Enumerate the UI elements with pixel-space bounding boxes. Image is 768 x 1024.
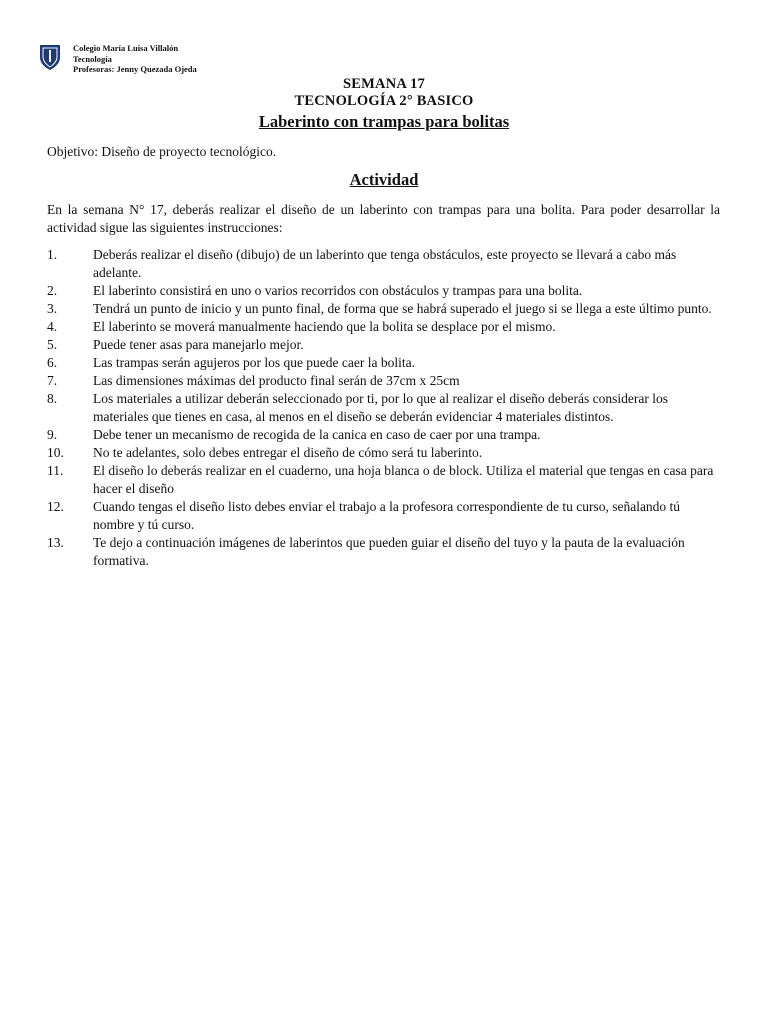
list-item-text: Las trampas serán agujeros por los que puede caer la bolita. (93, 355, 416, 370)
list-item (47, 336, 720, 354)
activity-intro: En la semana N° 17, deberás realizar el diseño de un laberinto con trampas para una bolita. Para poder desarrollar la actividad sigue las siguientes instrucciones: (47, 202, 720, 235)
list-item-text: Deberás realizar el diseño (dibujo) de un laberinto que tenga obstáculos, este proyecto se llevará a cabo más adelante. (93, 247, 677, 280)
subject-title: TECNOLOGÍA 2° BASICO (294, 93, 474, 109)
list-item (47, 534, 720, 570)
list-item-text: El laberinto consistirá en uno o varios recorridos con obstáculos y trampas para una bolita. (93, 283, 583, 298)
school-crest-icon (38, 43, 62, 71)
list-item-number: 4. (47, 319, 58, 334)
list-item-text: Tendrá un punto de inicio y un punto final, de forma que se habrá superado el juego si se llega a este último punto. (93, 301, 712, 316)
list-item-text: Cuando tengas el diseño listo debes enviar el trabajo a la profesora correspondiente de tu curso, señalando tú nombre y tú curso. (93, 499, 681, 532)
activity-heading: Actividad (349, 170, 419, 189)
objective-text: Objetivo: Diseño de proyecto tecnológico. (47, 144, 277, 159)
list-item (47, 354, 720, 372)
instruction-list (47, 246, 720, 570)
list-item-number: 7. (47, 373, 58, 388)
list-item (47, 390, 720, 426)
list-item (47, 246, 720, 282)
list-item-text: Puede tener asas para manejarlo mejor. (93, 337, 304, 352)
list-item (47, 462, 720, 498)
list-item-text: Los materiales a utilizar deberán seleccionado por ti, por lo que al realizar el diseño deberás considerar los materiales que tienes en casa, al menos en el diseño se deberán evidenciar 4 materiales distintos. (93, 391, 669, 424)
list-item-number: 6. (47, 355, 58, 370)
week-title: SEMANA 17 (343, 76, 425, 92)
list-item (47, 282, 720, 300)
list-item-number: 12. (47, 499, 64, 514)
list-item (47, 372, 720, 390)
list-item-text: Las dimensiones máximas del producto final serán de 37cm x 25cm (93, 373, 460, 388)
school-name: Colegio María Luisa Villalón (73, 43, 179, 53)
list-item-number: 8. (47, 391, 58, 406)
list-item-number: 5. (47, 337, 58, 352)
school-header (73, 43, 197, 75)
list-item-text: Debe tener un mecanismo de recogida de la canica en caso de caer por una trampa. (93, 427, 541, 442)
list-item-number: 9. (47, 427, 58, 442)
list-item (47, 498, 720, 534)
project-title: Laberinto con trampas para bolitas (258, 112, 510, 131)
list-item-text: El diseño lo deberás realizar en el cuaderno, una hoja blanca o de block. Utiliza el material que tengas en casa para hacer el diseño (93, 463, 714, 496)
list-item (47, 444, 720, 462)
list-item-text: El laberinto se moverá manualmente haciendo que la bolita se desplace por el mismo. (93, 319, 556, 334)
title-block (0, 76, 768, 133)
list-item-number: 13. (47, 535, 64, 550)
list-item-number: 1. (47, 247, 58, 262)
list-item (47, 426, 720, 444)
list-item (47, 318, 720, 336)
list-item-text: Te dejo a continuación imágenes de laberintos que pueden guiar el diseño del tuyo y la pauta de la evaluación formativa. (93, 535, 685, 568)
list-item-number: 11. (47, 463, 64, 478)
list-item-number: 10. (47, 445, 64, 460)
list-item-text: No te adelantes, solo debes entregar el diseño de cómo será tu laberinto. (93, 445, 483, 460)
list-item-number: 3. (47, 301, 58, 316)
school-subject: Tecnología (73, 53, 112, 64)
list-item (47, 300, 720, 318)
list-item-number: 2. (47, 283, 58, 298)
school-teacher: Profesoras: Jenny Quezada Ojeda (73, 64, 197, 74)
